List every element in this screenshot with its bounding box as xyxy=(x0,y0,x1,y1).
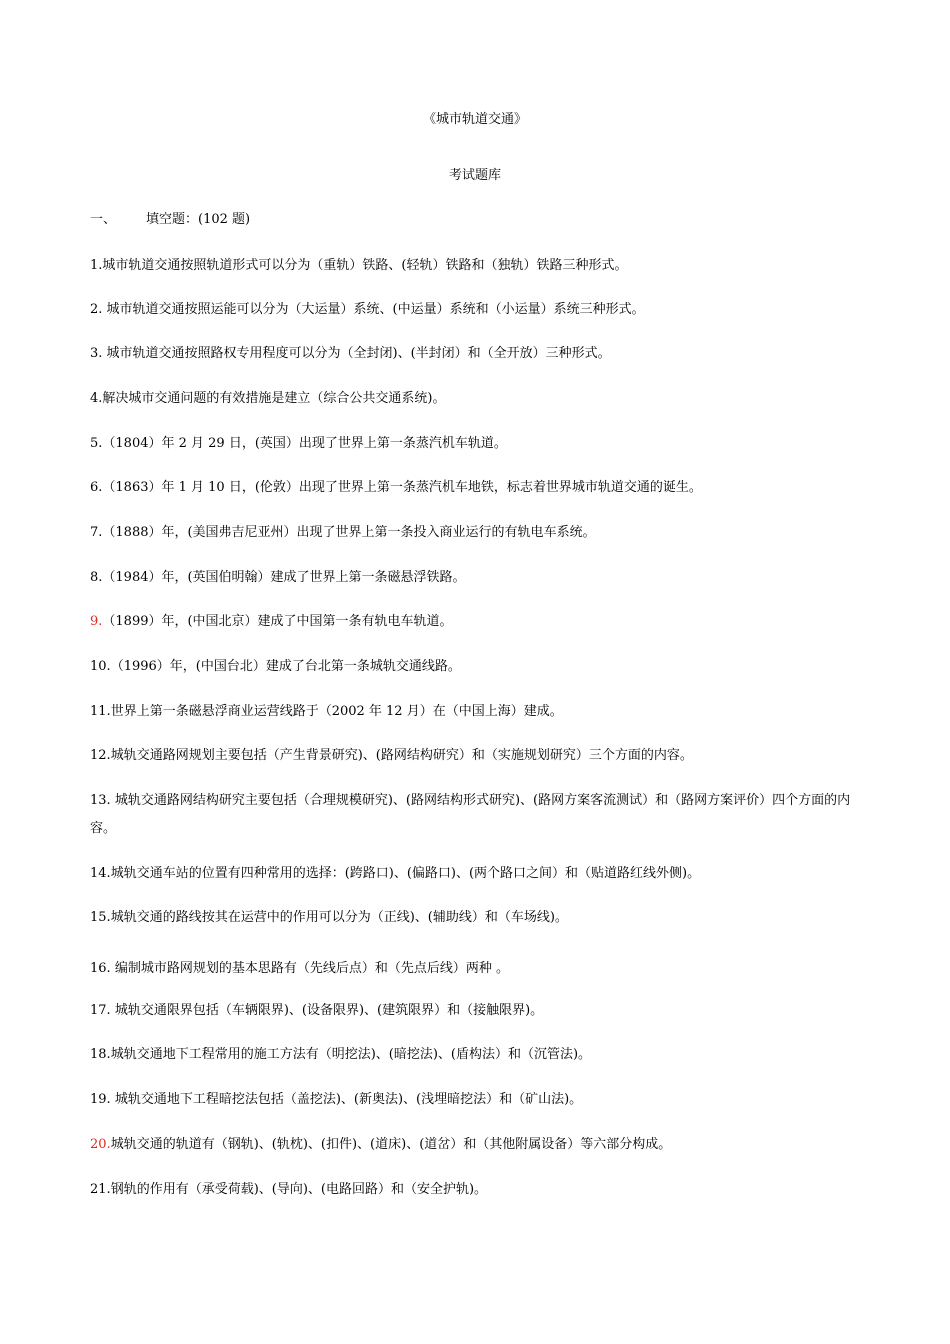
question-text: （1984）年，(英国伯明翰）建成了世界上第一条磁悬浮铁路。 xyxy=(102,570,466,585)
question-number: 4. xyxy=(90,391,103,406)
section-heading xyxy=(90,206,865,234)
section-number: 一、 xyxy=(90,212,117,227)
question-item xyxy=(90,742,865,770)
question-item xyxy=(90,787,865,843)
question-text: 城轨交通车站的位置有四种常用的选择：(跨路口)、(偏路口)、(两个路口之间）和（贴道路红线外侧)。 xyxy=(110,866,701,881)
question-text: 世界上第一条磁悬浮商业运营线路于（2002 年 12 月）在（中国上海）建成。 xyxy=(110,704,563,719)
question-number: 8. xyxy=(90,570,103,585)
question-number: 18. xyxy=(90,1047,111,1062)
question-text: （1996）年，(中国台北）建成了台北第一条城轨交通线路。 xyxy=(110,659,461,674)
question-text: （1804）年 2 月 29 日，(英国）出现了世界上第一条蒸汽机车轨道。 xyxy=(102,436,507,451)
question-number: 13. xyxy=(90,793,111,808)
question-item xyxy=(90,955,865,983)
question-number: 11. xyxy=(90,704,111,719)
question-number: 1. xyxy=(90,258,103,273)
question-number: 14. xyxy=(90,866,111,881)
question-item xyxy=(90,564,865,592)
question-item xyxy=(90,904,865,932)
question-item xyxy=(90,1041,865,1069)
question-text: 城轨交通路网结构研究主要包括（合理规模研究)、(路网结构形式研究)、(路网方案客流测试）和（路网方案评价）四个方面的内容。 xyxy=(90,793,851,836)
question-number: 3. xyxy=(90,346,103,361)
question-number: 12. xyxy=(90,748,111,763)
question-text: 编制城市路网规划的基本思路有（先线后点）和（先点后线）两种 。 xyxy=(110,961,509,976)
question-number: 16. xyxy=(90,961,111,976)
question-item xyxy=(90,1086,865,1114)
question-item xyxy=(90,997,865,1025)
question-text: 城市轨道交通按照路权专用程度可以分为（全封闭)、(半封闭）和（全开放）三种形式。 xyxy=(102,346,611,361)
question-number: 17. xyxy=(90,1003,111,1018)
question-text: 城市轨道交通按照运能可以分为（大运量）系统、(中运量）系统和（小运量）系统三种形式。 xyxy=(102,302,645,317)
question-text: 城轨交通路网规划主要包括（产生背景研究)、(路网结构研究）和（实施规划研究）三个方面的内容。 xyxy=(110,748,693,763)
question-number: 6. xyxy=(90,480,103,495)
question-number: 9. xyxy=(90,614,103,629)
question-number: 20. xyxy=(90,1137,111,1152)
question-number: 2. xyxy=(90,302,103,317)
question-item xyxy=(90,608,865,636)
question-number: 19. xyxy=(90,1092,111,1107)
question-number: 7. xyxy=(90,525,103,540)
question-text: （1899）年，(中国北京）建成了中国第一条有轨电车轨道。 xyxy=(102,614,453,629)
question-item xyxy=(90,1176,865,1204)
question-item xyxy=(90,474,865,502)
question-item xyxy=(90,296,865,324)
question-item xyxy=(90,653,865,681)
question-item xyxy=(90,430,865,458)
question-text: 城轨交通限界包括（车辆限界)、(设备限界)、(建筑限界）和（接触限界)。 xyxy=(110,1003,544,1018)
question-text: 钢轨的作用有（承受荷载)、(导向)、(电路回路）和（安全护轨)。 xyxy=(110,1182,488,1197)
question-number: 21. xyxy=(90,1182,111,1197)
section-label: 填空题：(102 题) xyxy=(146,212,251,227)
question-text: 城轨交通的轨道有（钢轨)、(轨枕)、(扣件)、(道床)、(道岔）和（其他附属设备）等六部分构成。 xyxy=(110,1137,672,1152)
question-text: （1863）年 1 月 10 日，(伦敦）出现了世界上第一条蒸汽机车地铁，标志着世界城市轨道交通的诞生。 xyxy=(102,480,702,495)
question-item xyxy=(90,860,865,888)
question-item xyxy=(90,340,865,368)
question-item xyxy=(90,385,865,413)
question-text: （1888）年，(美国弗吉尼亚州）出现了世界上第一条投入商业运行的有轨电车系统。 xyxy=(102,525,596,540)
question-item xyxy=(90,519,865,547)
question-number: 15. xyxy=(90,910,111,925)
question-item xyxy=(90,252,865,280)
question-text: 城轨交通地下工程常用的施工方法有（明挖法)、(暗挖法)、(盾构法）和（沉管法)。 xyxy=(110,1047,592,1062)
question-text: 城轨交通的路线按其在运营中的作用可以分为（正线)、(辅助线）和（车场线)。 xyxy=(110,910,568,925)
question-number: 10. xyxy=(90,659,111,674)
question-text: 解决城市交通问题的有效措施是建立（综合公共交通系统)。 xyxy=(102,391,446,406)
question-text: 城市轨道交通按照轨道形式可以分为（重轨）铁路、(轻轨）铁路和（独轨）铁路三种形式。 xyxy=(102,258,628,273)
document-subtitle: 考试题库 xyxy=(448,168,501,183)
question-item xyxy=(90,1131,865,1159)
question-text: 城轨交通地下工程暗挖法包括（盖挖法)、(新奥法)、(浅埋暗挖法）和（矿山法)。 xyxy=(110,1092,583,1107)
question-item xyxy=(90,698,865,726)
question-number: 5. xyxy=(90,436,103,451)
document-title: 《城市轨道交通》 xyxy=(422,112,527,127)
